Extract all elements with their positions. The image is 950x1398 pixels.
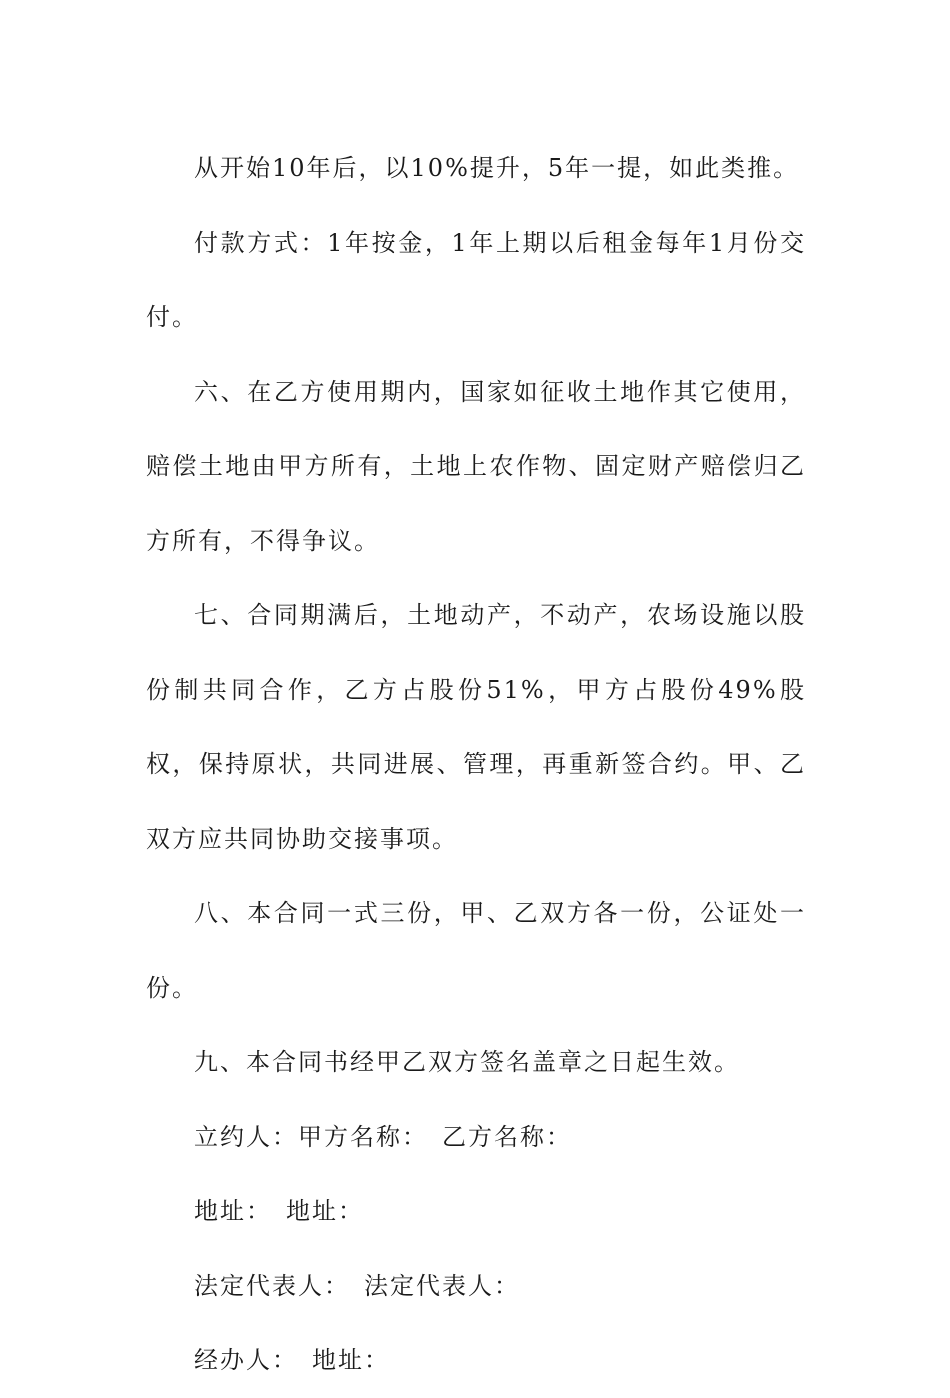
paragraph-clause-seven: 七、合同期满后，土地动产，不动产，农场设施以股份制共同合作，乙方占股份51%，甲方占股份49%股权，保持原状，共同进展、管理，再重新签合约。甲、乙双方应共同协助交接事项。 — [146, 601, 806, 853]
signatory-agent-address: 经办人： 地址： — [194, 1346, 390, 1374]
paragraph-payment-method: 付款方式：1年按金，1年上期以后租金每年1月份交付。 — [146, 228, 806, 331]
paragraph-clause-nine: 九、本合同书经甲乙双方签名盖章之日起生效。 — [194, 1048, 740, 1076]
contract-body — [146, 131, 806, 1398]
signatory-names: 立约人：甲方名称： 乙方名称： — [194, 1122, 572, 1151]
paragraph-clause-six: 六、在乙方使用期内，国家如征收土地作其它使用，赔偿土地由甲方所有，土地上农作物、固定财产赔偿归乙方所有，不得争议。 — [146, 377, 806, 555]
paragraph-clause-eight: 八、本合同一式三份，甲、乙双方各一份，公证处一份。 — [146, 899, 806, 1002]
paragraph-rent-increase: 从开始10年后，以10%提升，5年一提，如此类推。 — [194, 154, 800, 182]
signatory-legal-representatives: 法定代表人： 法定代表人： — [194, 1271, 520, 1300]
signatory-addresses: 地址： 地址： — [194, 1197, 364, 1225]
